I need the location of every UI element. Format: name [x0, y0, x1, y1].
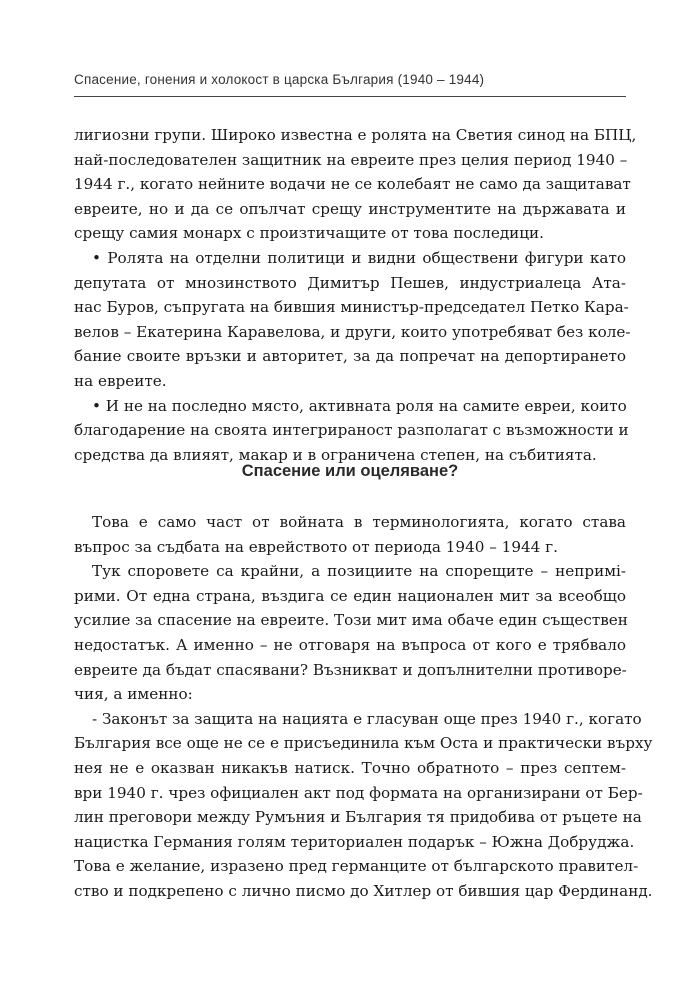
text-line: лигиозни групи. Широко известна е ролята на Светия синод на БПЦ, [74, 126, 637, 144]
text-line: нас Буров, съпругата на бившия министър-председател Петко Кара- [74, 298, 629, 317]
text-line: бание своите връзки и авторитет, за да попречат на депортирането [74, 347, 626, 366]
text-line: велов – Екатерина Каравелова, и други, които употребяват без коле- [74, 322, 631, 341]
text-line: • И не на последно място, активната роля на самите евреи, които [92, 396, 627, 415]
text-line: евреите да бъдат спасявани? Възникват и допълнителни противоре- [74, 660, 627, 679]
running-head: Спасение, гонения и холокост в царска България (1940 – 1944) [74, 72, 485, 87]
text-line: Това е желание, изразено пред германците от българското правител- [74, 857, 639, 876]
text-line: - Законът за защита на нацията е гласуван още през 1940 г., когато [92, 709, 642, 728]
text-line: нацистка Германия голям териториален подарък – Южна Добруджа. [74, 832, 635, 851]
text-line: въпрос за съдбата на еврейството от периода 1940 – 1944 г. [74, 537, 558, 556]
text-line: лин преговори между Румъния и България тя придобива от ръцете на [74, 808, 642, 827]
text-line: • Ролята на отделни политици и видни обществени фигури като [92, 248, 626, 267]
text-line: 1944 г., когато нейните водачи не се колебаят не само да защитават [74, 175, 631, 194]
text-line: средства да влияят, макар и в ограничена степен, на събитията. [74, 445, 597, 464]
text-line: усилие за спасение на евреите. Този мит има обаче един съществен [74, 611, 628, 630]
text-line: срещу самия монарх с произтичащите от това последици. [74, 224, 545, 243]
text-line: ство и подкрепено с лично писмо до Хитлер от бившия цар Фердинанд. [74, 881, 653, 900]
text-line: недостатък. А именно – не отговаря на въпроса от кого е трябвало [74, 635, 626, 654]
text-line: рими. От една страна, въздига се един национален мит за всеобщо [74, 586, 626, 605]
text-line: ври 1940 г. чрез официален акт под формата на организирани от Бер- [74, 783, 643, 802]
text-line: Това е само част от войната в терминологията, когато става [92, 513, 626, 531]
paragraph-block-bottom [74, 510, 653, 904]
text-line: евреите, но и да се опълчат срещу инструментите на държавата и [74, 199, 626, 218]
text-line: Тук споровете са крайни, а позициите на спорещите – непримі- [92, 562, 626, 581]
section-heading: Спасение или оцеляване? [241, 462, 459, 480]
text-line: България все още не се е присъединила към Оста и практически върху [74, 734, 653, 753]
text-line: депутата от мнозинството Димитър Пешев, индустриалеца Ата- [74, 273, 626, 292]
text-line: благодарение на своята интегрираност разполагат с възможности и [74, 421, 629, 440]
header-rule [74, 96, 626, 97]
text-line: нея не е оказван никакъв натиск. Точно обратното – през септем- [74, 758, 626, 777]
text-line: на евреите. [74, 371, 167, 390]
paragraph-block-top [74, 123, 637, 467]
text-line: чия, а именно: [74, 685, 193, 704]
text-line: най-последователен защитник на евреите през целия период 1940 – [74, 150, 628, 169]
